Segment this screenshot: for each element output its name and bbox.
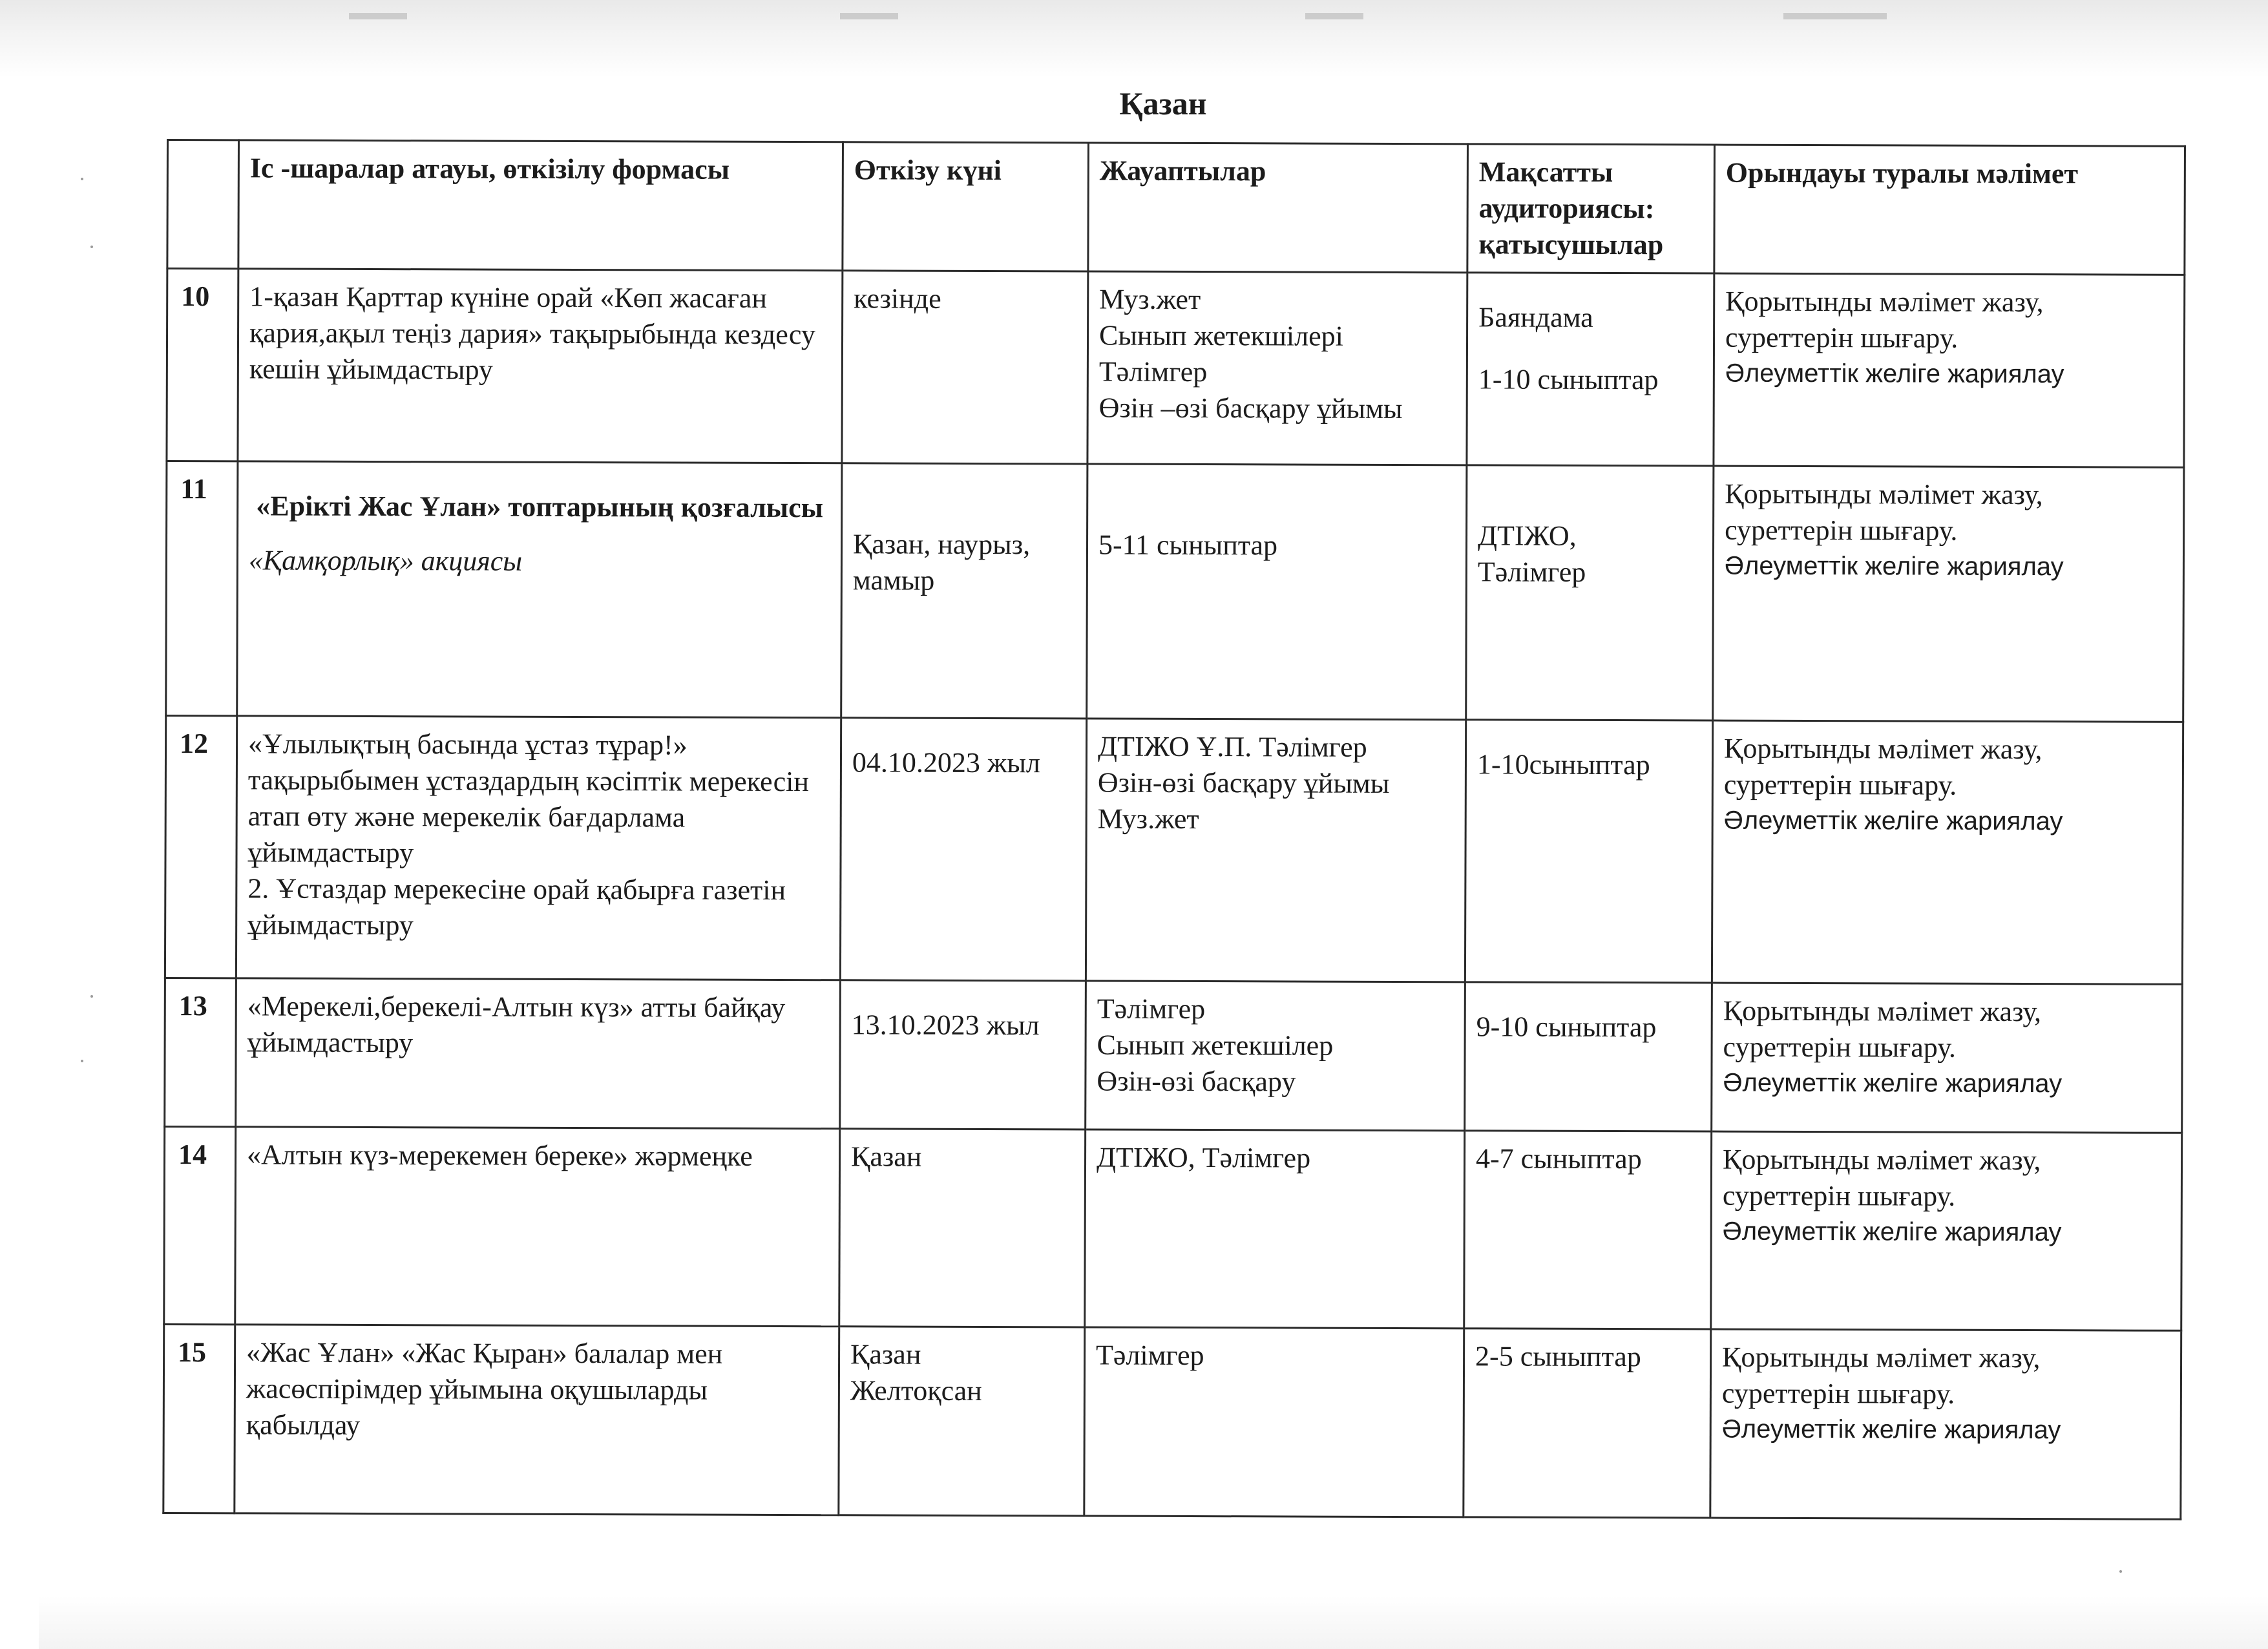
row-audience	[1467, 273, 1714, 466]
info-summary: Қорытынды мәлімет жазу, суреттерін шығару.	[1723, 994, 2042, 1064]
responsible-line: Сынып жетекшілері	[1098, 319, 1344, 352]
row-info	[1712, 720, 2183, 984]
row-number: 13	[165, 978, 236, 1126]
responsible-line: Муз.жет	[1097, 803, 1199, 835]
audience-line: Баяндама	[1478, 301, 1593, 333]
responsible-line: ДТІЖО Ұ.П. Тәлімгер	[1097, 730, 1367, 763]
row-number: 11	[166, 461, 238, 716]
row-name: «Жас Ұлан» «Жас Қыран» балалар мен жасөспірімдер ұйымына оқушыларды қабылдау	[235, 1325, 839, 1515]
info-social: Әлеуметтік желіге жариялау	[1724, 551, 2064, 582]
table-row	[165, 978, 2183, 1133]
row-responsible	[1084, 1327, 1464, 1517]
row-audience	[1464, 1329, 1711, 1518]
header-responsible: Жауаптылар	[1088, 143, 1468, 273]
row-responsible	[1087, 464, 1467, 720]
audience-line: 9-10 сыныптар	[1476, 1011, 1657, 1044]
table-row	[163, 1324, 2181, 1519]
row-number: 10	[167, 269, 238, 461]
row-name-line: «Ұлылықтың басында ұстаз тұрар!» тақырыбымен ұстаздардың кәсіптік мерекесін атап өту және мерекелік бағдарлама ұйымдастыру	[247, 728, 810, 869]
date-line: Қазан	[850, 1338, 921, 1371]
responsible-line: Сынып жетекшілер	[1097, 1029, 1334, 1062]
table-row	[166, 461, 2184, 722]
scan-dust	[90, 246, 93, 248]
audience-line: 4-7 сыныптар	[1475, 1142, 1642, 1175]
row-responsible	[1087, 271, 1467, 465]
row-audience	[1464, 1131, 1712, 1329]
info-summary: Қорытынды мәлімет жазу, суреттерін шығару.	[1723, 732, 2042, 801]
responsible-line: Муз.жет	[1099, 283, 1201, 316]
row-responsible	[1086, 981, 1465, 1131]
responsible-line: Өзін-өзі басқару ұйымы	[1097, 766, 1390, 799]
responsible-line: 5-11 сыныптар	[1098, 529, 1278, 562]
row-name: «Алтын күз-мерекемен береке» жәрмеңке	[235, 1127, 840, 1327]
activities-table	[162, 139, 2186, 1520]
row-name-title: «Ерікті Жас Ұлан» топтарының қозғалысы	[256, 490, 824, 524]
table-row	[165, 716, 2183, 985]
audience-line: 1-10сыныптар	[1476, 748, 1650, 781]
row-responsible	[1086, 719, 1465, 982]
row-audience	[1465, 982, 1712, 1131]
scan-mark	[1305, 13, 1363, 19]
row-name	[237, 461, 842, 718]
table-header-row	[167, 140, 2185, 275]
audience-line: 1-10 сыныптар	[1478, 363, 1659, 396]
header-audience: Мақсатты аудиториясы: қатысушылар	[1467, 144, 1715, 273]
responsible-line: Тәлімгер	[1098, 355, 1208, 388]
info-summary: Қорытынды мәлімет жазу, суреттерін шығару.	[1722, 1143, 2041, 1212]
row-name	[236, 716, 841, 980]
info-social: Әлеуметтік желіге жариялау	[1725, 359, 2064, 389]
info-social: Әлеуметтік желіге жариялау	[1723, 806, 2063, 836]
scan-mark	[1783, 13, 1887, 19]
responsible-line: Тәлімгер	[1096, 1339, 1204, 1372]
row-date: 13.10.2023 жыл	[840, 980, 1086, 1129]
responsible-line: Өзін –өзі басқару ұйымы	[1098, 392, 1403, 425]
row-date: Қазан	[839, 1129, 1086, 1327]
audience-line: Тәлімгер	[1477, 556, 1586, 588]
row-number: 12	[165, 716, 236, 978]
header-date: Өткізу күні	[843, 142, 1089, 271]
row-responsible	[1085, 1129, 1465, 1329]
row-audience	[1465, 720, 1712, 983]
header-info: Орындауы туралы мәлімет	[1714, 145, 2185, 275]
row-info	[1710, 1329, 2181, 1519]
row-date: Қазан, наурыз, мамыр	[841, 463, 1087, 719]
scan-shadow-top	[0, 0, 2268, 78]
responsible-line: Өзін-өзі басқару	[1097, 1065, 1296, 1098]
row-audience	[1466, 465, 1714, 720]
row-name: «Мерекелі,берекелі-Алтын күз» атты байқау ұйымдастыру	[236, 978, 841, 1129]
row-date	[839, 1327, 1085, 1516]
row-number: 14	[164, 1126, 236, 1324]
row-info	[1712, 983, 2183, 1133]
info-social: Әлеуметтік желіге жариялау	[1723, 1068, 2063, 1098]
row-date: кезінде	[842, 271, 1088, 464]
row-info	[1711, 1131, 2182, 1330]
scan-dust	[2119, 1570, 2122, 1573]
scan-dust	[81, 178, 83, 180]
responsible-line: ДТІЖО, Тәлімгер	[1096, 1141, 1311, 1174]
page-title: Қазан	[1119, 85, 1207, 121]
scan-dust	[90, 995, 93, 998]
row-name-line: 2. Ұстаздар мерекесіне орай қабырға газетін ұйымдастыру	[247, 872, 786, 941]
header-number	[167, 140, 239, 269]
scan-mark	[349, 13, 407, 19]
scan-dust	[81, 1060, 83, 1062]
responsible-line: Тәлімгер	[1097, 993, 1206, 1025]
date-line: Желтоқсан	[850, 1374, 982, 1407]
header-name: Іс -шаралар атауы, өткізілу формасы	[238, 140, 843, 271]
info-summary: Қорытынды мәлімет жазу, суреттерін шығару.	[1725, 285, 2044, 354]
row-info	[1713, 466, 2184, 722]
scan-mark	[840, 13, 898, 19]
row-date: 04.10.2023 жыл	[840, 718, 1086, 981]
info-social: Әлеуметтік желіге жариялау	[1721, 1414, 2061, 1445]
row-name: 1-қазан Қарттар күніне орай «Көп жасаған қария,ақыл теңіз дария» тақырыбында кездесу кешін ұйымдастыру	[238, 269, 843, 463]
audience-line: 2-5 сыныптар	[1475, 1340, 1641, 1373]
row-name-subtitle: «Қамқорлық» акциясы	[248, 544, 523, 577]
info-social: Әлеуметтік желіге жариялау	[1722, 1217, 2062, 1247]
info-summary: Қорытынды мәлімет жазу, суреттерін шығару.	[1721, 1341, 2041, 1410]
info-summary: Қорытынды мәлімет жазу, суреттерін шығару.	[1725, 478, 2043, 547]
table-row	[167, 269, 2185, 468]
scan-shadow-bottom	[39, 1596, 2268, 1649]
row-number: 15	[163, 1324, 235, 1513]
row-info	[1714, 273, 2185, 467]
audience-line: ДТІЖО,	[1478, 520, 1577, 552]
spacer	[249, 524, 830, 544]
spacer	[1478, 335, 1703, 362]
table-row	[164, 1126, 2182, 1330]
